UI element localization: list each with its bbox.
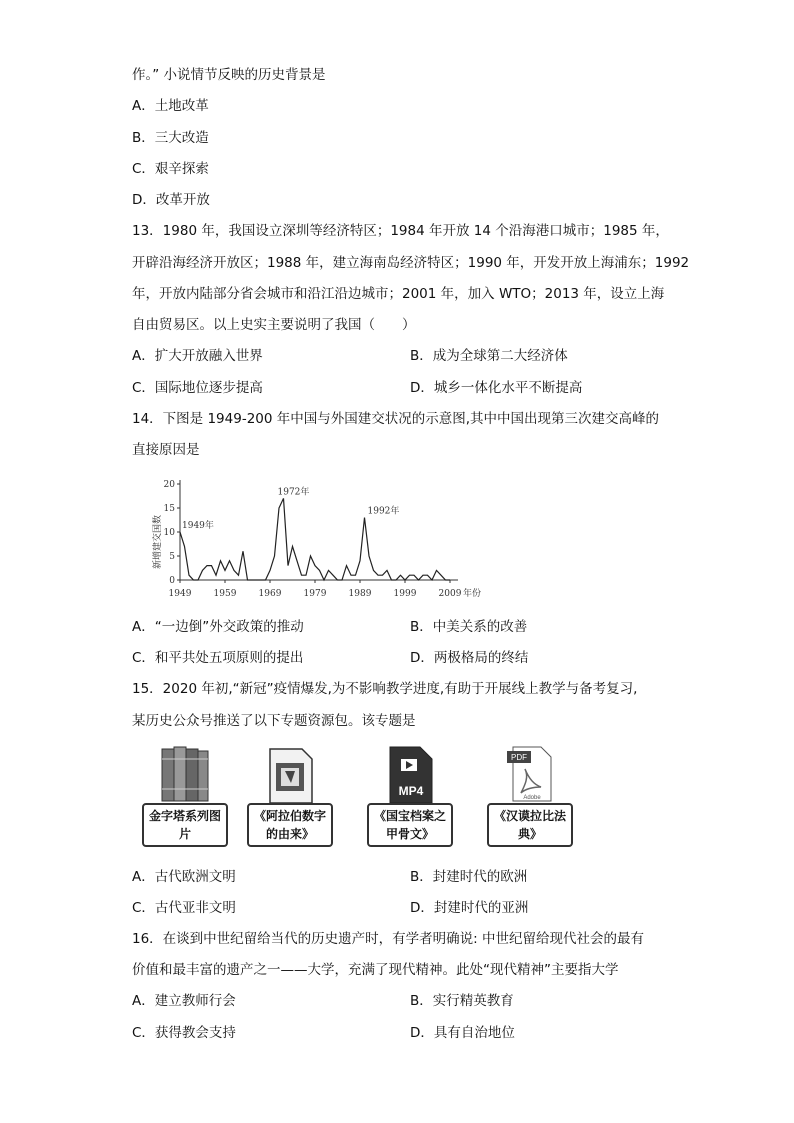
q12-stem: 作。” 小说情节反映的历史背景是 <box>132 67 326 83</box>
mp4-file-icon <box>365 745 455 805</box>
x-tick-label: 1999 <box>393 589 417 599</box>
q13-option-a: A．扩大开放融入世界 <box>132 348 263 364</box>
q14-option-a: A．“一边倒”外交政策的推动 <box>132 619 304 635</box>
resource-label: 《汉谟拉比法典》 <box>487 803 573 847</box>
q12-option-a: A．土地改革 <box>132 98 209 114</box>
q13-option-d: D．城乡一体化水平不断提高 <box>410 380 583 396</box>
resource-label: 《国宝档案之甲骨文》 <box>367 803 453 847</box>
q12-option-c: C．艰辛探索 <box>132 161 209 177</box>
resource-item-oracle-bone <box>365 745 455 855</box>
q15-option-d: D．封建时代的亚洲 <box>410 900 529 916</box>
q12-option-d: D．改革开放 <box>132 192 210 208</box>
x-tick-label: 1979 <box>303 589 327 599</box>
document-icon <box>245 745 335 805</box>
q13-stem-line: 自由贸易区。以上史实主要说明了我国（ ） <box>132 317 416 333</box>
diplomatic-relations-chart <box>150 474 490 609</box>
x-tick-label: 1959 <box>213 589 237 599</box>
q14-option-c: C．和平共处五项原则的提出 <box>132 650 304 666</box>
q12-option-b: B．三大改造 <box>132 130 209 146</box>
q13-option-c: C．国际地位逐步提高 <box>132 380 263 396</box>
resource-item-arabic-numerals <box>245 745 335 855</box>
x-tick-label: 1969 <box>258 589 282 599</box>
x-tick-label: 1989 <box>348 589 372 599</box>
resource-item-pyramid <box>140 745 230 855</box>
q14-stem-line: 直接原因是 <box>132 442 200 458</box>
books-icon <box>140 745 230 805</box>
q16-option-a: A．建立教师行会 <box>132 993 236 1009</box>
y-tick-label: 10 <box>163 528 175 538</box>
q15-option-b: B．封建时代的欧洲 <box>410 869 528 885</box>
resource-label: 金字塔系列图片 <box>142 803 228 847</box>
y-tick-label: 0 <box>169 576 175 586</box>
x-tick-label: 1949 <box>168 589 192 599</box>
q15-option-a: A．古代欧洲文明 <box>132 869 236 885</box>
q14-option-b: B．中美关系的改善 <box>410 619 528 635</box>
annotation-label: 1949年 <box>182 521 214 531</box>
q16-option-d: D．具有自治地位 <box>410 1025 515 1041</box>
q16-option-c: C．获得教会支持 <box>132 1025 236 1041</box>
q15-option-c: C．古代亚非文明 <box>132 900 236 916</box>
q13-stem-line: 年，开放内陆部分省会城市和沿江沿边城市；2001 年，加入 WTO；2013 年，设立上海 <box>132 286 665 302</box>
y-tick-label: 15 <box>163 504 175 514</box>
annotation-label: 1992年 <box>367 506 400 517</box>
y-axis-label: 新增建交国数 <box>153 514 163 569</box>
x-axis-label: 年份 <box>462 589 482 599</box>
x-tick-label: 2009 <box>438 589 462 599</box>
adobe-wordmark: Adobe <box>523 795 541 801</box>
y-tick-label: 5 <box>169 552 175 562</box>
resource-label: 《阿拉伯数字的由来》 <box>247 803 333 847</box>
q16-stem-line: 价值和最丰富的遗产之一——大学，充满了现代精神。此处“现代精神”主要指大学 <box>132 962 619 978</box>
q14-stem-line: 14．下图是 1949-200 年中国与外国建交状况的示意图,其中中国出现第三次建交高峰的 <box>132 411 660 427</box>
y-tick-label: 20 <box>163 480 175 490</box>
resource-pack-icons <box>140 745 580 855</box>
annotation-label: 1972年 <box>277 487 310 498</box>
q13-option-b: B．成为全球第二大经济体 <box>410 348 568 364</box>
q14-option-d: D．两极格局的终结 <box>410 650 529 666</box>
pdf-file-icon <box>485 745 575 805</box>
q15-stem-line: 某历史公众号推送了以下专题资源包。该专题是 <box>132 713 416 729</box>
q16-stem-line: 16．在谈到中世纪留给当代的历史遗产时，有学者明确说: 中世纪留给现代社会的最有 <box>132 931 645 947</box>
resource-item-hammurabi <box>485 745 575 855</box>
pdf-tag: PDF <box>511 753 527 762</box>
q15-stem-line: 15．2020 年初,“新冠”疫情爆发,为不影响教学进度,有助于开展线上教学与备考复习, <box>132 681 638 697</box>
series-line <box>180 498 450 580</box>
q16-option-b: B．实行精英教育 <box>410 993 514 1009</box>
q13-stem-line: 13．1980 年，我国设立深圳等经济特区；1984 年开放 14 个沿海港口城市；1985 年， <box>132 223 669 239</box>
q13-stem-line: 开辟沿海经济开放区；1988 年，建立海南岛经济特区；1990 年，开发开放上海浦东；1992 <box>132 255 690 271</box>
mp4-tag: MP4 <box>398 784 424 798</box>
